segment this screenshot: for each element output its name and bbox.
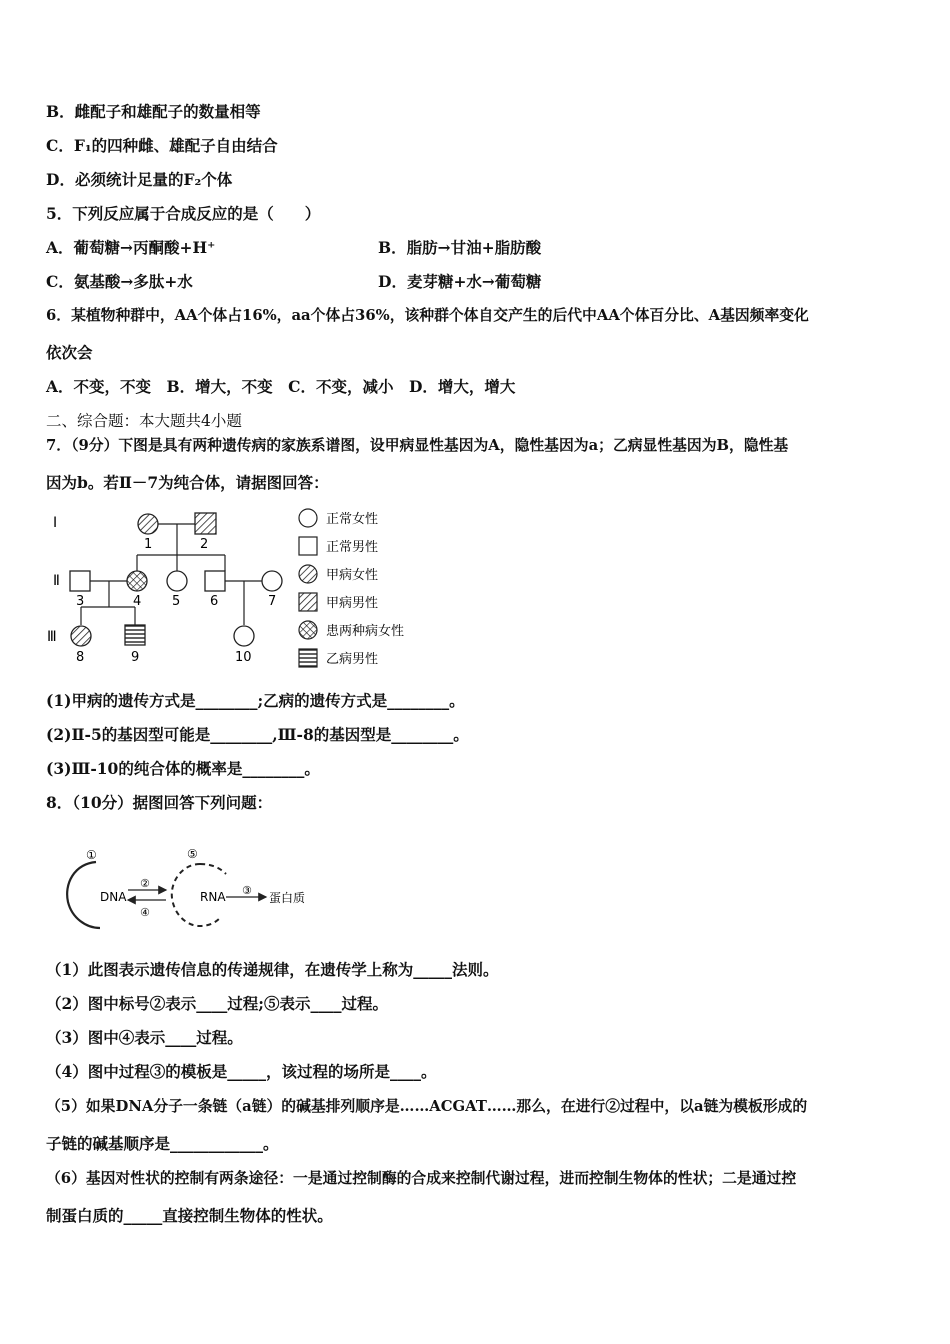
q5-option-b: B．脂肪→甘油+脂肪酸 <box>378 238 542 257</box>
individual-7 <box>262 571 282 591</box>
q6-stem-line2: 依次会 <box>46 343 93 362</box>
individual-10 <box>234 626 254 646</box>
q7-stem-line1: 7．（9分）下图是具有两种遗传病的家族系谱图，设甲病显性基因为A，隐性基因为a；乙病显性基因为B，隐性基 <box>46 437 789 454</box>
q4-option-d: D．必须统计足量的F₂个体 <box>46 170 233 189</box>
legend-normal-female: 正常女性 <box>326 512 379 527</box>
legend-normal-male-symbol <box>299 537 317 555</box>
protein-label: 蛋白质 <box>269 891 306 905</box>
q8-sub5-line1: （5）如果DNA分子一条链（a链）的碱基排列顺序是……ACGAT……那么，在进行②过程中，以a链为模板形成的 <box>46 1098 808 1115</box>
q7-stem-line2: 因为b。若Ⅱ－7为纯合体，请据图回答： <box>46 473 329 492</box>
q8-sub3: （3）图中④表示____过程。 <box>46 1028 243 1047</box>
q4-option-b: B．雌配子和雄配子的数量相等 <box>46 102 261 121</box>
mark-3: ③ <box>242 884 252 897</box>
individual-6 <box>205 571 225 591</box>
mark-4: ④ <box>140 906 150 919</box>
legend-normal-male: 正常男性 <box>326 540 379 555</box>
legend-normal-female-symbol <box>299 509 317 527</box>
gen-label-1: Ⅰ <box>53 515 58 531</box>
q6-stem-line1: 6．某植物种群中，AA个体占16%，aa个体占36%，该种群个体自交产生的后代中AA个体百分比、A基因频率变化 <box>46 307 809 324</box>
q8-sub6-line1: （6）基因对性状的控制有两条途径：一是通过控制酶的合成来控制代谢过程，进而控制生物体的性状；二是通过控 <box>46 1170 797 1187</box>
mark-1: ① <box>86 848 97 862</box>
q7-sub1: (1)甲病的遗传方式是________;乙病的遗传方式是________。 <box>46 691 465 710</box>
legend-disease-b-male-symbol <box>299 649 317 667</box>
q7-sub2: (2)Ⅱ-5的基因型可能是________,Ⅲ-8的基因型是________。 <box>46 725 469 744</box>
gen-label-3: Ⅲ <box>47 629 57 645</box>
q4-option-c: C．F₁的四种雌、雄配子自由结合 <box>46 136 278 155</box>
q8-sub6-line2: 制蛋白质的_____直接控制生物体的性状。 <box>46 1206 333 1225</box>
legend-disease-a-female-symbol <box>299 565 317 583</box>
individual-8 <box>71 626 91 646</box>
legend-disease-a-male: 甲病男性 <box>326 596 379 611</box>
num-1: 1 <box>144 537 153 552</box>
pedigree-chart <box>45 505 445 675</box>
q8-stem: 8．（10分）据图回答下列问题： <box>46 793 273 812</box>
legend-both-female: 患两种病女性 <box>326 624 405 639</box>
q8-sub4: （4）图中过程③的模板是_____，该过程的场所是____。 <box>46 1062 437 1081</box>
individual-1 <box>138 514 158 534</box>
q8-sub5-line2: 子链的碱基顺序是____________。 <box>46 1134 279 1153</box>
num-2: 2 <box>200 537 209 552</box>
num-9: 9 <box>131 650 140 665</box>
num-8: 8 <box>76 650 85 665</box>
q7-sub3: (3)Ⅲ-10的纯合体的概率是________。 <box>46 759 320 778</box>
rna-label: RNA <box>200 890 226 904</box>
num-7: 7 <box>268 594 277 609</box>
num-4: 4 <box>133 594 142 609</box>
individual-9 <box>125 625 145 645</box>
q5-option-a: A．葡萄糖→丙酮酸+H⁺ <box>46 238 216 257</box>
legend-disease-a-male-symbol <box>299 593 317 611</box>
legend-disease-b-male: 乙病男性 <box>326 652 379 667</box>
legend-both-female-symbol <box>299 621 317 639</box>
individual-3 <box>70 571 90 591</box>
section-heading: 二、综合题：本大题共4小题 <box>46 412 242 430</box>
dna-label: DNA <box>100 890 127 904</box>
num-5: 5 <box>172 594 181 609</box>
individual-4 <box>127 571 147 591</box>
num-3: 3 <box>76 594 85 609</box>
mark-2: ② <box>140 877 150 890</box>
individual-5 <box>167 571 187 591</box>
q8-sub1: （1）此图表示遗传信息的传递规律，在遗传学上称为_____法则。 <box>46 960 499 979</box>
mark-5: ⑤ <box>187 847 198 861</box>
q5-option-c: C．氨基酸→多肽+水 <box>46 272 193 291</box>
q8-sub2: （2）图中标号②表示____过程;⑤表示____过程。 <box>46 994 389 1013</box>
num-6: 6 <box>210 594 219 609</box>
gen-label-2: Ⅱ <box>53 573 60 589</box>
legend-disease-a-female: 甲病女性 <box>326 568 379 583</box>
q6-options: A．不变，不变 B．增大，不变 C．不变，减小 D．增大，增大 <box>46 377 516 396</box>
q5-option-d: D．麦芽糖+水→葡萄糖 <box>378 272 542 291</box>
num-10: 10 <box>235 650 252 665</box>
individual-2 <box>195 513 216 534</box>
replication-arc <box>67 862 100 928</box>
central-dogma-diagram <box>60 840 320 935</box>
q5-stem: 5．下列反应属于合成反应的是（ ） <box>46 204 321 223</box>
